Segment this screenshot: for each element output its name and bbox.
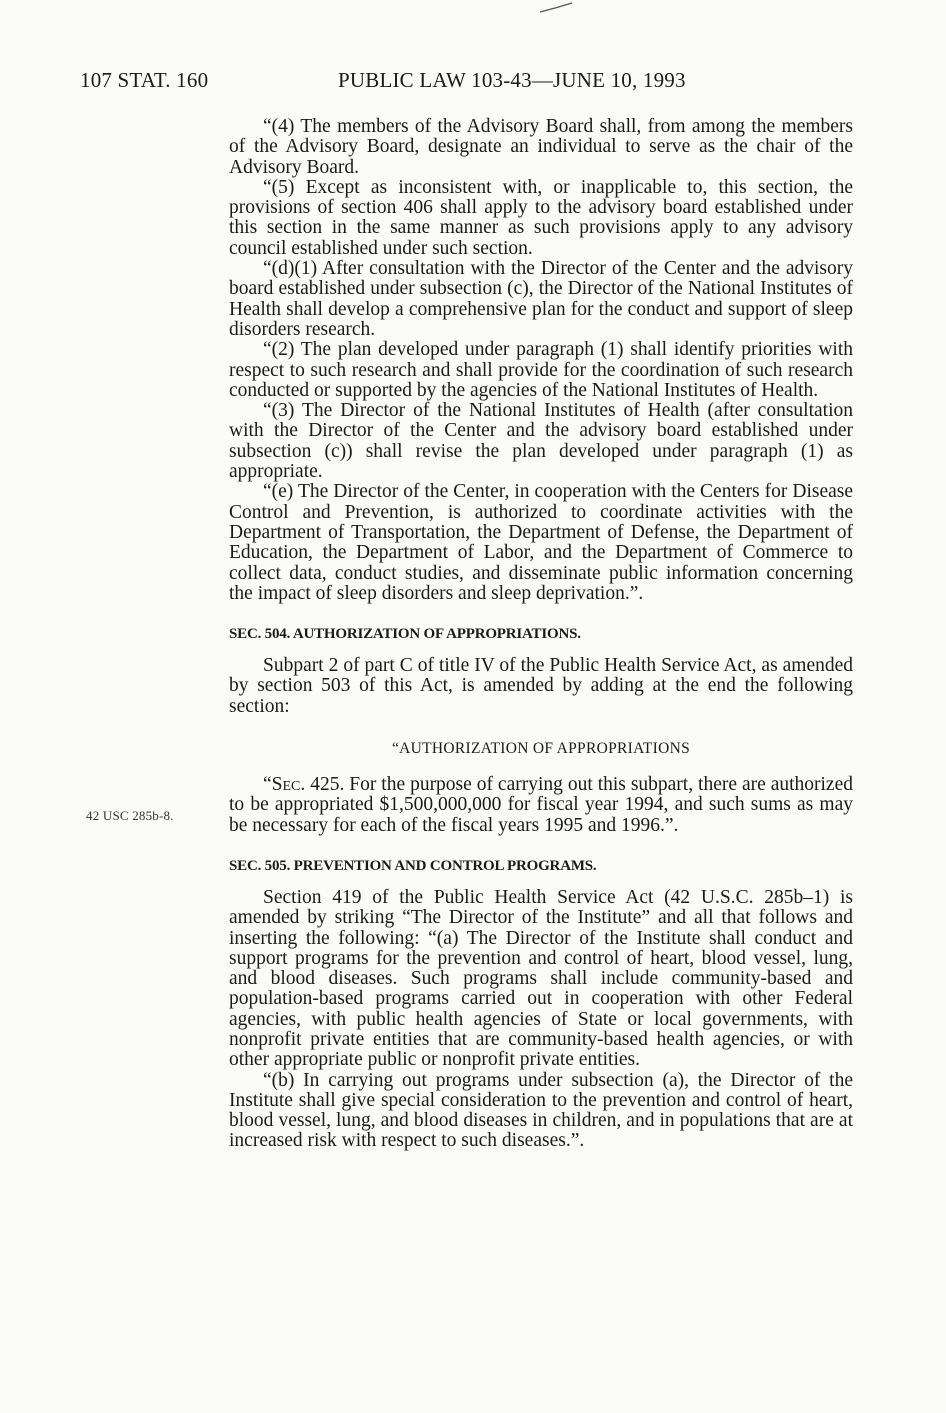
sec-label: “Sec. [263, 774, 306, 796]
authorization-subheading: “AUTHORIZATION OF APPROPRIATIONS [391, 740, 691, 758]
paragraph-d1: “(d)(1) After consultation with the Director of the Center and the advisory board established under subsection (c), the Director of the National Institutes of Health shall develop a comprehensive plan for the conduct and support of sleep disorders research. [229, 258, 853, 340]
document-body [229, 117, 853, 1152]
scan-mark [538, 2, 574, 14]
section-504-heading: SEC. 504. AUTHORIZATION OF APPROPRIATIONS. [229, 626, 581, 643]
section-425-body: 425. For the purpose of carrying out this subpart, there are authorized to be appropriated $1,500,000,000 for fiscal year 1994, and such sums as may be necessary for each of the fiscal years 1995 and 1996.”. [229, 774, 853, 836]
paragraph-d3: “(3) The Director of the National Institutes of Health (after consultation with the Director of the Center and the advisory board established under subsection (c)) shall revise the plan developed under paragraph (1) as appropriate. [229, 400, 853, 483]
paragraph-d2: “(2) The plan developed under paragraph (1) shall identify priorities with respect to such research and shall provide for the coordination of such research conducted or supported by the agencies of the National Institutes of Health. [229, 339, 853, 401]
paragraph-e: “(e) The Director of the Center, in cooperation with the Centers for Disease Control and Prevention, is authorized to coordinate activities with the Department of Transportation, the Department of Defense, the Department of Education, the Department of Labor, and the Department of Commerce to collect data, conduct studies, and disseminate public information concerning the impact of sleep disorders and sleep deprivation.”. [229, 481, 853, 604]
paragraph-5: “(5) Except as inconsistent with, or inapplicable to, this section, the provisions of section 406 shall apply to the advisory board established under this section in the same manner as such provisions apply to any advisory council established under such section. [229, 176, 853, 259]
paragraph-4: “(4) The members of the Advisory Board shall, from among the members of the Advisory Board, designate an individual to serve as the chair of the Advisory Board. [229, 116, 853, 178]
section-505-paragraph-2: “(b) In carrying out programs under subsection (a), the Director of the Institute shall give special consideration to the prevention and control of heart, blood vessel, lung, and blood diseases in children, and in populations that are at increased risk with respect to such diseases.”. [229, 1069, 853, 1152]
section-425-text [229, 775, 853, 836]
margin-note-usc: 42 USC 285b-8. [86, 808, 174, 823]
section-505-heading: SEC. 505. PREVENTION AND CONTROL PROGRAMS. [229, 857, 597, 874]
public-law-title: PUBLIC LAW 103-43—JUNE 10, 1993 [338, 68, 686, 92]
page-header [80, 68, 860, 100]
section-505-paragraph-1: Section 419 of the Public Health Service Act (42 U.S.C. 285b–1) is amended by striking “The Director of the Institute” and all that follows and inserting the following: “(a) The Director of the Institute shall conduct and support programs for the prevention and control of heart, blood vessel, lung, and blood diseases. Such programs shall include community-based and population-based programs carried out in cooperation with other Federal agencies, with public health agencies of State or local governments, with nonprofit private entities that are community-based health agencies, or with other appropriate public or nonprofit private entities. [229, 886, 853, 1071]
section-504-text: Subpart 2 of part C of title IV of the Public Health Service Act, as amended by section 503 of this Act, is amended by adding at the end the following section: [229, 655, 853, 717]
stat-citation: 107 STAT. 160 [80, 68, 209, 92]
